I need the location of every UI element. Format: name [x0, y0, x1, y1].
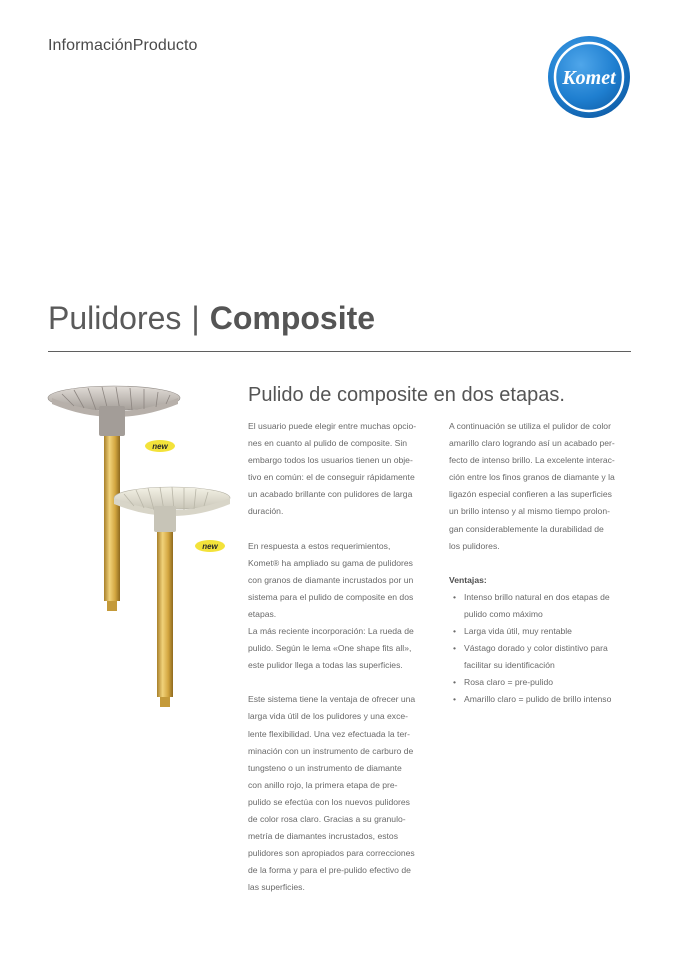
headline-separator: | — [191, 300, 200, 336]
logo-wordmark: Komet — [562, 67, 616, 89]
new-badge-2 — [195, 540, 225, 552]
body-line: En respuesta a estos requerimientos, — [248, 540, 391, 551]
body-line: sistema para el pulido de composite en dos — [248, 591, 414, 602]
page-headline — [48, 300, 375, 337]
section-subheading: Pulido de composite en dos etapas. — [248, 384, 565, 406]
komet-logo — [546, 34, 632, 120]
product-image — [44, 376, 244, 716]
text-column-left — [248, 418, 434, 896]
svg-text:new: new — [152, 442, 168, 451]
body-line: fecto de intenso brillo. La excelente interac- — [449, 455, 615, 466]
body-line: duración. — [248, 506, 284, 517]
headline-part2: Composite — [209, 300, 376, 336]
body-line: con anillo rojo, la primera etapa de pre- — [248, 779, 398, 790]
svg-text:new: new — [202, 542, 218, 551]
advantage-line: Amarillo claro = pulido de brillo intenso — [464, 694, 612, 705]
body-line: Este sistema tiene la ventaja de ofrecer una — [248, 694, 416, 705]
body-line: con granos de diamante incrustados por un — [248, 574, 414, 585]
body-line: minación con un instrumento de carburo de — [248, 745, 414, 756]
body-line: tungsteno o un instrumento de diamante — [248, 762, 402, 773]
polisher-yellow — [114, 487, 230, 707]
body-line: un brillo intenso y al mismo tiempo prolon- — [449, 506, 610, 517]
body-line: La más reciente incorporación: La rueda de — [248, 626, 414, 637]
body-line: gan considerablemente la durabilidad de — [449, 523, 604, 534]
headline-part1: Pulidores — [48, 300, 182, 336]
body-line: etapas. — [248, 608, 277, 619]
advantage-line: Larga vida útil, muy rentable — [464, 626, 572, 637]
paragraph-gap — [248, 521, 434, 538]
body-line: nes en cuanto al pulido de composite. Sin — [248, 438, 408, 449]
body-line: ligazón especial confieren a las superficies — [449, 489, 612, 500]
page-header-title: InformaciónProducto — [48, 37, 198, 54]
advantage-item — [449, 623, 635, 640]
advantage-line: pulido como máximo — [464, 608, 543, 619]
advantages-list — [449, 589, 635, 709]
advantage-line: facilitar su identificación — [464, 660, 555, 671]
body-line: pulidores son apropiados para correcciones — [248, 848, 415, 859]
advantage-line: Intenso brillo natural en dos etapas de — [464, 591, 610, 602]
body-line: El usuario puede elegir entre muchas opcio- — [248, 421, 417, 431]
body-line: larga vida útil de los pulidores y una exce- — [248, 711, 409, 722]
text-column-right — [449, 418, 635, 709]
advantage-item — [449, 640, 635, 674]
paragraph-gap — [449, 555, 635, 572]
body-line: los pulidores. — [449, 540, 500, 551]
body-line: este pulidor llega a todas las superficies. — [248, 660, 403, 671]
body-line: lente flexibilidad. Una vez efectuada la ter- — [248, 728, 410, 739]
body-line: de la forma y para el pre-pulido efectivo de — [248, 865, 411, 876]
body-line: pulido se efectúa con los nuevos pulidores — [248, 796, 410, 807]
body-line: pulido. Según le lema «One shape fits all», — [248, 643, 412, 654]
body-line: de color rosa claro. Gracias a su granulo- — [248, 813, 406, 824]
advantage-item — [449, 589, 635, 623]
body-line: un acabado brillante con pulidores de larga — [248, 489, 413, 500]
advantage-line: Rosa claro = pre-pulido — [464, 677, 554, 688]
body-line: tivo en común: el de conseguir rápidamente — [248, 472, 415, 483]
headline-rule — [48, 351, 631, 352]
paragraph-gap — [248, 674, 434, 691]
body-line: ción entre los finos granos de diamante y la — [449, 472, 615, 483]
advantage-item — [449, 691, 635, 708]
body-line: embargo todos los usuarios tienen un obje- — [248, 455, 413, 466]
new-badge-1 — [145, 440, 175, 452]
body-line: Komet® ha ampliado su gama de pulidores — [248, 557, 413, 568]
body-line: A continuación se utiliza el pulidor de color — [449, 421, 611, 431]
advantage-item — [449, 674, 635, 691]
body-line: metría de diamantes incrustados, estos — [248, 831, 398, 842]
advantages-title: Ventajas: — [449, 574, 487, 585]
body-line: amarillo claro logrando así un acabado per- — [449, 438, 615, 449]
body-line: las superficies. — [248, 882, 305, 893]
advantage-line: Vástago dorado y color distintivo para — [464, 643, 608, 654]
